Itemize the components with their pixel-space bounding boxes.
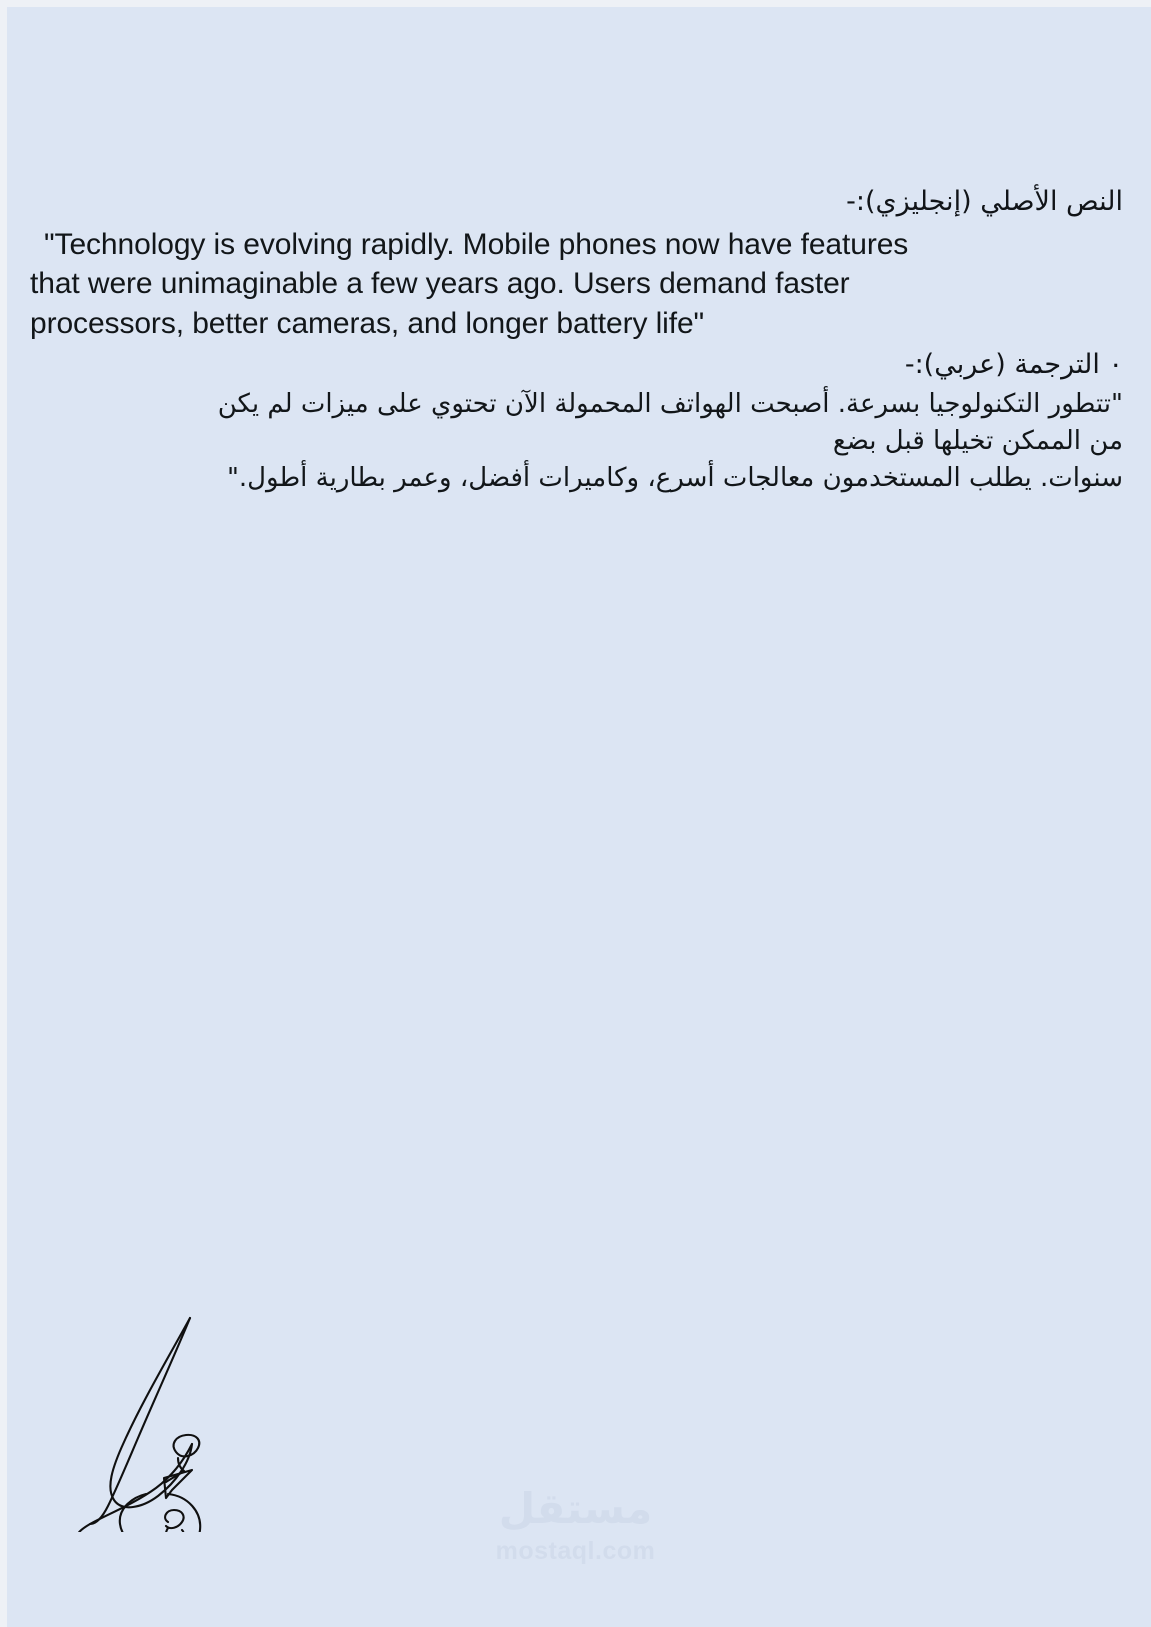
page-top-edge bbox=[0, 0, 1151, 7]
source-quote-line-3: processors, better cameras, and longer battery life" bbox=[30, 306, 705, 340]
source-quote-line-1: "Technology is evolving rapidly. Mobile phones now have features bbox=[44, 227, 909, 261]
page-left-edge bbox=[0, 0, 7, 1627]
source-quote-line-2: that were unimaginable a few years ago. Users demand faster bbox=[30, 267, 850, 301]
watermark-domain-text: mostaql.com bbox=[495, 1537, 656, 1565]
document-content bbox=[30, 186, 1123, 496]
translation-quote-line-1: "تتطور التكنولوجيا بسرعة. أصبحت الهواتف المحمولة الآن تحتوي على ميزات لم يكن bbox=[217, 388, 1123, 419]
watermark-arabic-logotype: مستقل bbox=[498, 1484, 653, 1533]
source-section-heading: النص الأصلي (إنجليزي):- bbox=[846, 186, 1123, 217]
signature-mark bbox=[72, 1292, 262, 1532]
source-quote-block bbox=[30, 225, 1123, 343]
translation-section-heading: ٠ الترجمة (عربي):- bbox=[904, 348, 1123, 380]
translation-quote-block bbox=[30, 386, 1123, 497]
translation-quote-line-3: سنوات. يطلب المستخدمون معالجات أسرع، وكاميرات أفضل، وعمر بطارية أطول." bbox=[226, 462, 1123, 493]
translation-quote-line-2: من الممكن تخيلها قبل بضع bbox=[832, 425, 1123, 456]
